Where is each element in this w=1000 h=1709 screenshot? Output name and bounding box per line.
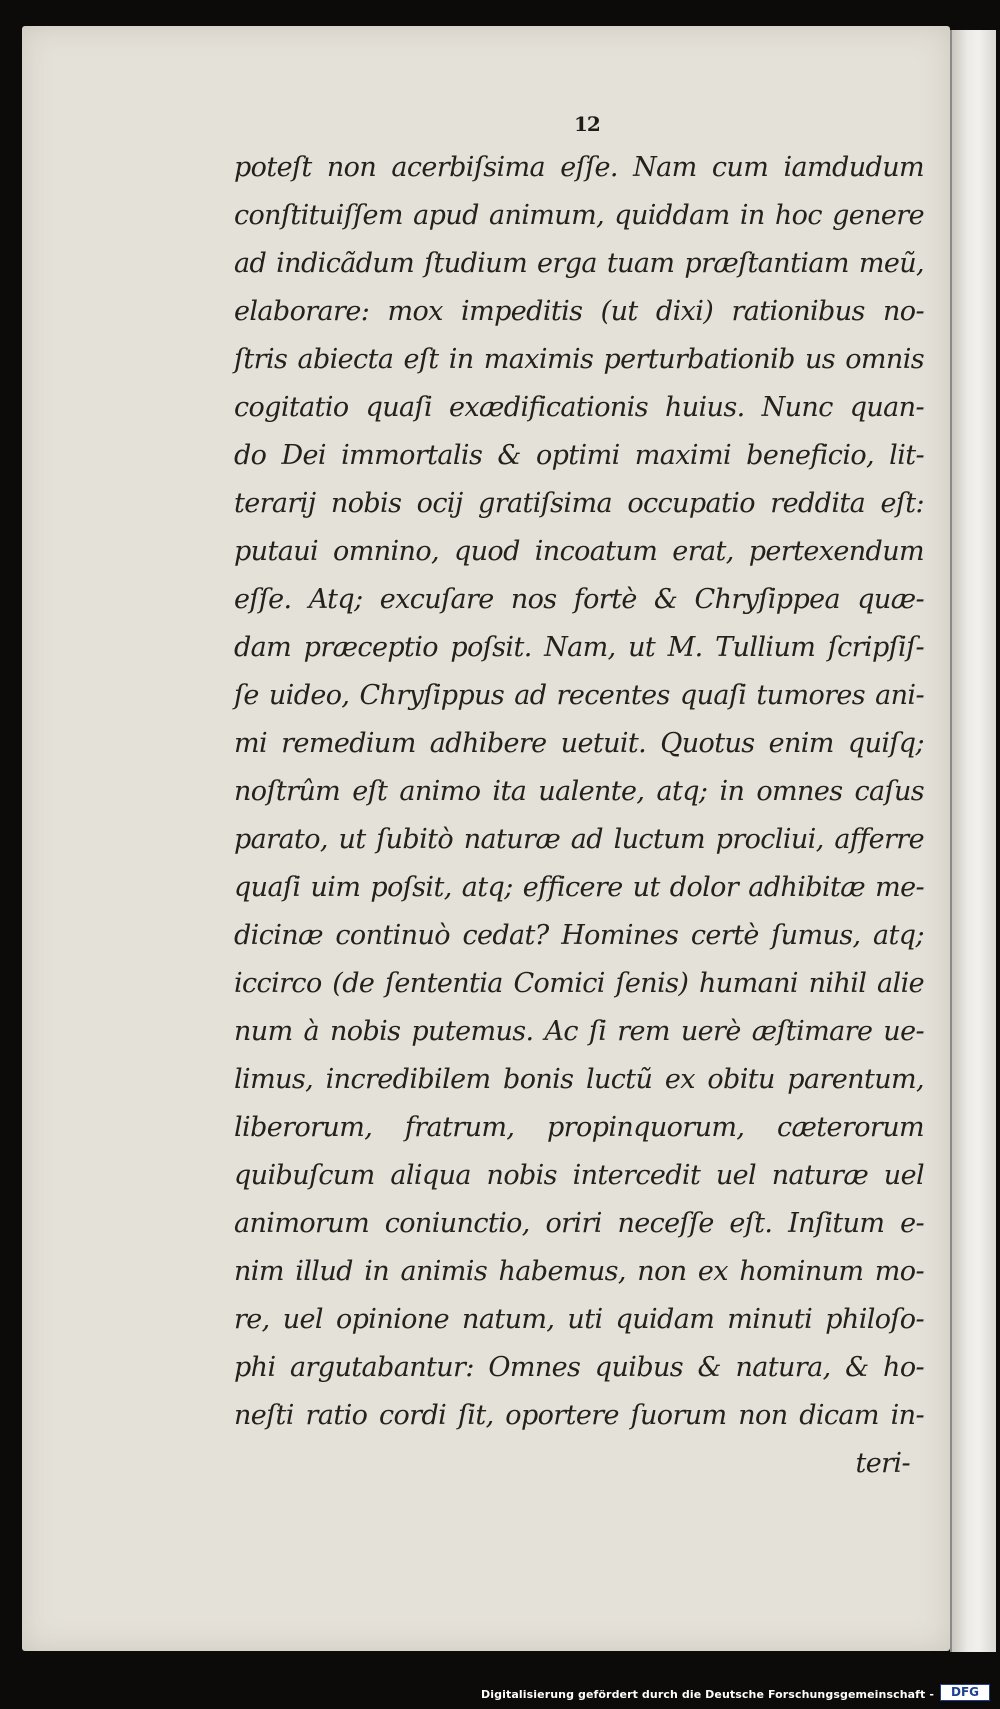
- text-line: mi remedium adhibere uetuit. Quotus enim quiſq;: [234, 728, 924, 759]
- text-line: phi argutabantur: Omnes quibus & natura, & ho-: [234, 1352, 924, 1383]
- text-line: terarij nobis ocij gratiſsima occupatio reddita eſt:: [234, 488, 924, 519]
- text-line: iccirco (de ſententia Comici ſenis) humani nihil alie: [234, 968, 924, 999]
- page-number: 12: [574, 112, 600, 136]
- text-line: re, uel opinione natum, uti quidam minuti philoſo-: [234, 1304, 924, 1335]
- text-line: ſe uideo, Chryſippus ad recentes quaſi tumores ani-: [234, 680, 924, 711]
- text-line: parato, ut ſubitò naturæ ad luctum procliui, afferre: [234, 824, 924, 855]
- text-line: cogitatio quaſi exædificationis huius. Nunc quan-: [234, 392, 924, 423]
- text-line: dam præceptio poſsit. Nam, ut M. Tullium ſcripſiſ-: [234, 632, 924, 663]
- text-line: putaui omnino, quod incoatum erat, pertexendum: [234, 536, 924, 567]
- dfg-logo: DFG: [940, 1684, 990, 1701]
- text-line: animorum coniunctio, oriri neceſſe eſt. Inſitum e-: [234, 1208, 924, 1239]
- page-text: [234, 144, 924, 1488]
- text-line: poteſt non acerbiſsima eſſe. Nam cum iamdudum: [234, 152, 924, 183]
- text-line: num à nobis putemus. Ac ſi rem uerè æſtimare ue-: [234, 1016, 924, 1047]
- text-line: eſſe. Atq; excuſare nos fortè & Chryſippea quæ-: [234, 584, 924, 615]
- text-line: ſtris abiecta eſt in maximis perturbationib us omnis: [234, 344, 924, 375]
- text-line: neſti ratio cordi ſit, oportere ſuorum non dicam in-: [234, 1400, 924, 1431]
- text-line: conſtituiſſem apud animum, quiddam in hoc genere: [234, 200, 924, 231]
- text-line: noſtrûm eſt animo ita ualente, atq; in omnes caſus: [234, 776, 924, 807]
- text-line: quaſi uim poſsit, atq; efficere ut dolor adhibitæ me-: [234, 872, 924, 903]
- catchword: teri-: [855, 1448, 910, 1479]
- digitization-credit: Digitalisierung gefördert durch die Deutsche Forschungsgemeinschaft -: [481, 1688, 934, 1701]
- text-line: nim illud in animis habemus, non ex hominum mo-: [234, 1256, 924, 1287]
- text-line: limus, incredibilem bonis luctũ ex obitu parentum,: [234, 1064, 924, 1095]
- text-line: do Dei immortalis & optimi maximi beneficio, lit-: [234, 440, 924, 471]
- page-edge: [950, 30, 996, 1652]
- text-line: ad indicãdum ſtudium erga tuam præſtantiam meũ,: [234, 248, 924, 279]
- text-line: liberorum, fratrum, propinquorum, cæterorum: [234, 1112, 924, 1143]
- text-line: quibuſcum aliqua nobis intercedit uel naturæ uel: [234, 1160, 924, 1191]
- text-line: dicinæ continuò cedat? Homines certè ſumus, atq;: [234, 920, 924, 951]
- text-line: elaborare: mox impeditis (ut dixi) rationibus no-: [234, 296, 924, 327]
